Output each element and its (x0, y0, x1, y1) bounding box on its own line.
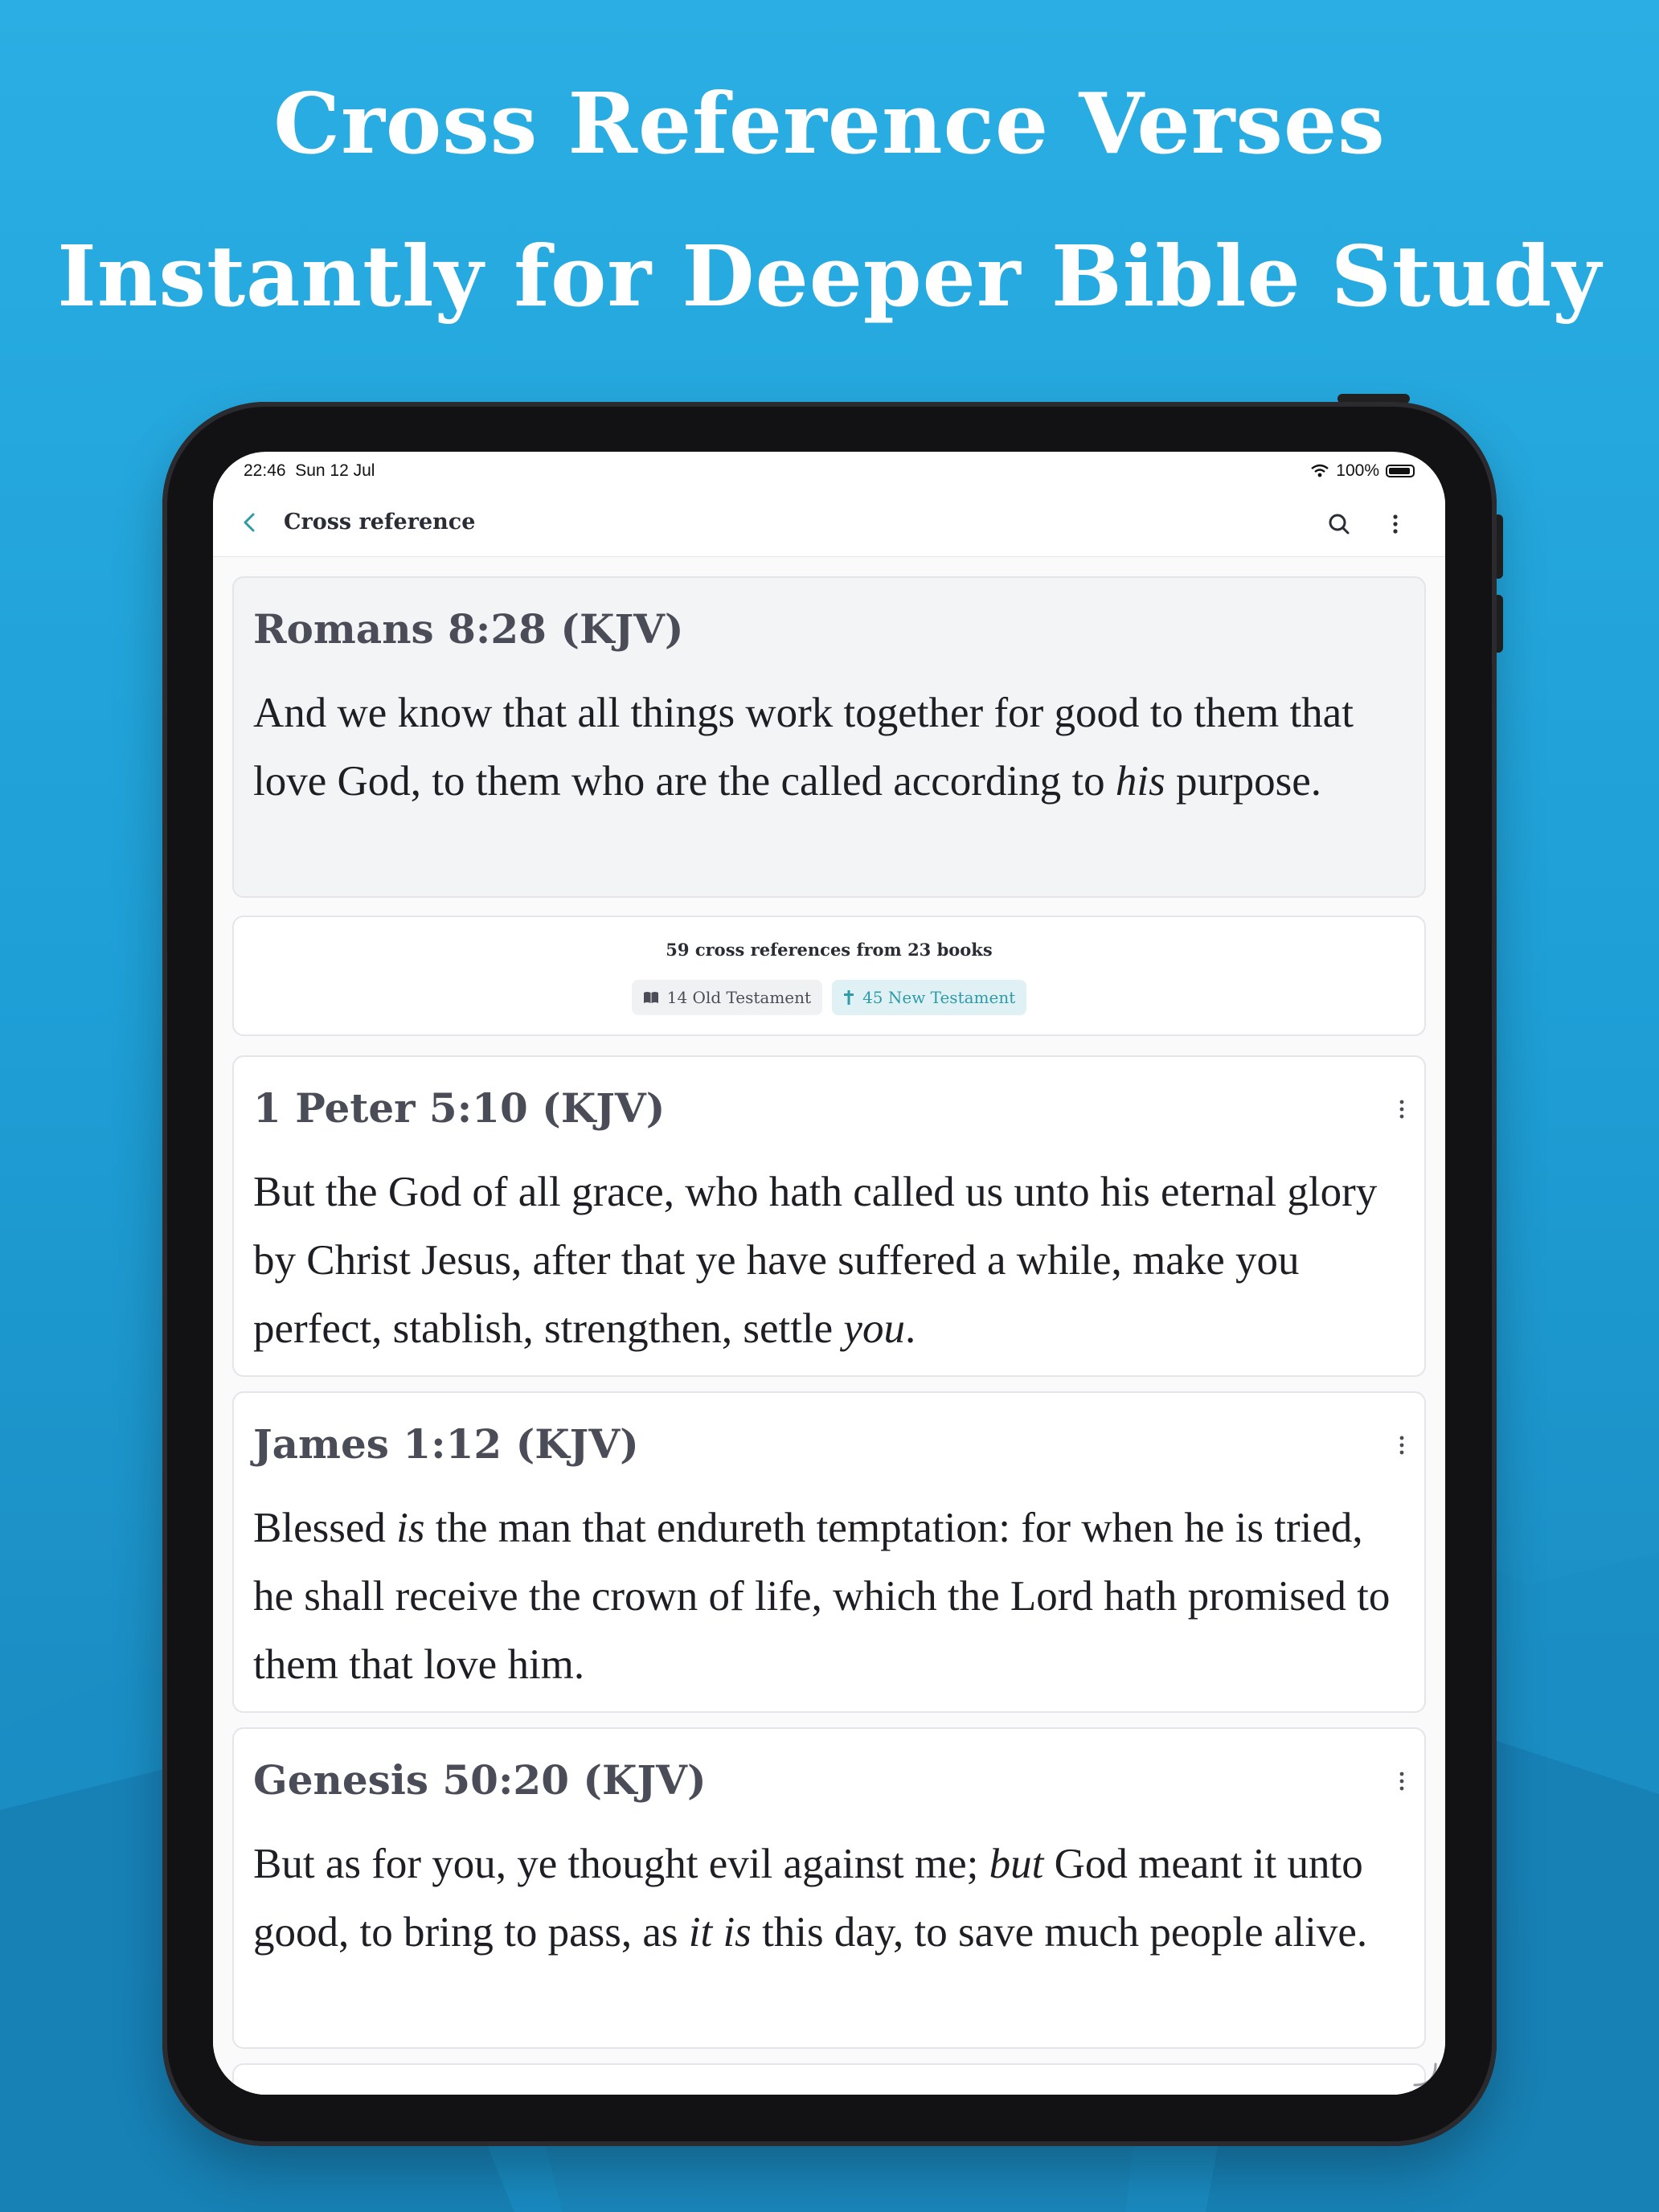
chevron-left-icon[interactable] (234, 506, 266, 539)
more-vertical-icon[interactable] (1379, 508, 1411, 540)
main-verse-card (232, 576, 1426, 898)
verse-reference: Genesis 50:20 (KJV) (253, 1756, 707, 1804)
verse-reference: James 1:12 (KJV) (253, 1420, 639, 1468)
main-verse-reference: Romans 8:28 (KJV) (253, 605, 684, 653)
verse-text: But as for you, ye thought evil against me; but God meant it unto good, to bring to pass, as it is this day, to save much people alive. (253, 1841, 1368, 1956)
content-area (213, 557, 1445, 2095)
cross-reference-summary (232, 916, 1426, 1036)
book-icon (643, 991, 659, 1004)
cross-reference-card[interactable] (232, 2063, 1426, 2095)
more-vertical-icon[interactable] (1397, 1771, 1407, 1792)
tablet-screen (213, 452, 1445, 2095)
resize-handle-icon (1408, 2058, 1440, 2090)
top-navigation-bar (213, 492, 1445, 557)
headline-line-1: Cross Reference Verses (273, 74, 1386, 173)
status-time: 22:46 (244, 461, 286, 480)
more-vertical-icon[interactable] (1397, 1435, 1407, 1456)
battery-icon (1386, 465, 1415, 477)
cross-icon (843, 989, 854, 1006)
verse-reference: 1 Peter 5:10 (KJV) (253, 1084, 666, 1132)
new-testament-filter[interactable]: 45 New Testament (832, 980, 1026, 1015)
wifi-icon (1310, 464, 1329, 478)
cross-reference-card[interactable] (232, 1055, 1426, 1377)
headline-line-2: Instantly for Deeper Bible Study (57, 227, 1602, 326)
more-vertical-icon[interactable] (1397, 1099, 1407, 1120)
status-date: Sun 12 Jul (295, 461, 375, 480)
verse-text: Blessed is the man that endureth temptation: for when he is tried, he shall receive the crown of life, which the Lord hath promised to them that love him. (253, 1505, 1391, 1688)
search-icon[interactable] (1323, 508, 1355, 540)
summary-count: 59 cross references from 23 books (666, 940, 993, 960)
verse-text: But the God of all grace, who hath called us unto his eternal glory by Christ Jesus, after that ye have suffered a while, make you perfect, stablish, strengthen, settle you. (253, 1169, 1378, 1352)
main-verse-text: And we know that all things work together for good to them that love God, to them who are the called according to his purpose. (253, 690, 1354, 805)
page-title: Cross reference (284, 510, 476, 535)
battery-percentage: 100% (1336, 461, 1379, 480)
old-testament-filter[interactable]: 14 Old Testament (632, 980, 822, 1015)
status-bar (213, 452, 1445, 492)
cross-reference-card[interactable] (232, 1391, 1426, 1713)
cross-reference-card[interactable] (232, 1727, 1426, 2049)
